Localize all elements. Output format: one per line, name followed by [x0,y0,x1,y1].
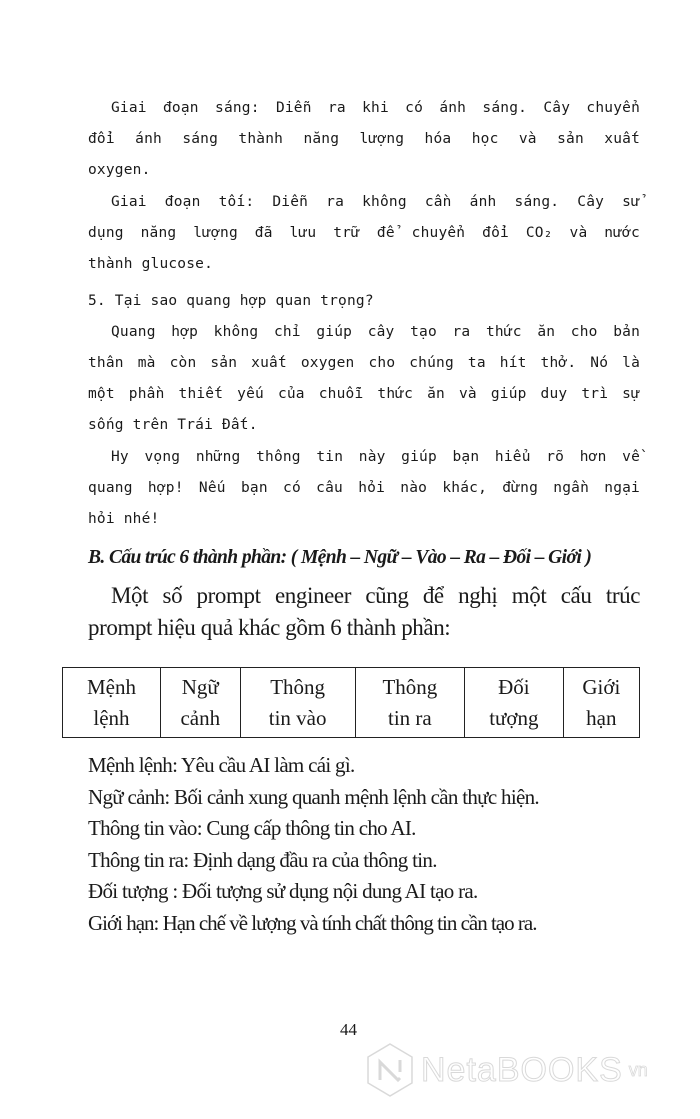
text-line: Giai đoạn sáng: Diễn ra khi có ánh sáng. Cây chuyển [111,100,640,116]
list-item: Thông tin ra: Định dạng đầu ra của thông tin. [88,847,437,872]
list-item: Đối tượng : Đối tượng sử dụng nội dung AI tạo ra. [88,879,478,903]
section-heading: B. Cấu trúc 6 thành phần: ( Mệnh – Ngữ – Vào – Ra – Đối – Giới ) [88,547,592,568]
definitions-list [88,750,648,939]
netabooks-logo-icon [365,1042,415,1098]
components-table [62,667,640,738]
text-line: hỏi nhé! [88,511,160,527]
list-item: Ngữ cảnh: Bối cảnh xung quanh mệnh lệnh cần thực hiện. [88,784,539,809]
text-line: Một số prompt engineer cũng để nghị một cấu trúc [111,583,640,608]
text-line: thành glucose. [88,256,214,272]
table-cell-doi-tuong: Đối tượng [465,668,564,738]
table-cell-gioi-han: Giới hạn [563,668,639,738]
text-line: một phần thiết yếu của chuỗi thức ăn và giúp duy trì sự [88,386,640,402]
text-line: quang hợp! Nếu bạn có câu hỏi nào khác, đừng ngần ngại [88,480,640,496]
text-line: dụng năng lượng đã lưu trữ để chuyển đổi CO₂ và nước [88,225,640,241]
watermark-brand: NetaBOOKS [421,1050,623,1089]
text-line: Quang hợp không chỉ giúp cây tạo ra thức ăn cho bản [111,324,640,340]
text-line: thân mà còn sản xuất oxygen cho chúng ta hít thở. Nó là [88,355,640,371]
table-cell-thong-tin-ra: Thông tin ra [355,668,464,738]
watermark [365,1042,648,1098]
list-item: Thông tin vào: Cung cấp thông tin cho AI. [88,816,416,840]
text-line: prompt hiệu quả khác gồm 6 thành phần: [88,615,451,640]
watermark-suffix: vn [628,1059,648,1080]
text-line: oxygen. [88,162,151,178]
list-item: Giới hạn: Hạn chế về lượng và tính chất thông tin cần tạo ra. [88,910,537,935]
text-line: đổi ánh sáng thành năng lượng hóa học và sản xuất [88,131,640,147]
table-cell-ngu-canh: Ngữ cảnh [160,668,240,738]
text-line: Giai đoạn tối: Diễn ra không cần ánh sáng. Cây sử [111,194,640,210]
text-line: Hy vọng những thông tin này giúp bạn hiểu rõ hơn về [111,449,640,465]
table-cell-thong-tin-vao: Thông tin vào [240,668,355,738]
page-number: 44 [340,1020,357,1039]
list-item: Mệnh lệnh: Yêu cầu AI làm cái gì. [88,753,355,777]
question-heading: 5. Tại sao quang hợp quan trọng? [88,293,374,309]
monospace-text-block [88,93,640,535]
table-cell-menh-lenh: Mệnh lệnh [63,668,161,738]
intro-paragraph [88,580,640,644]
text-line: sống trên Trái Đất. [88,417,258,433]
